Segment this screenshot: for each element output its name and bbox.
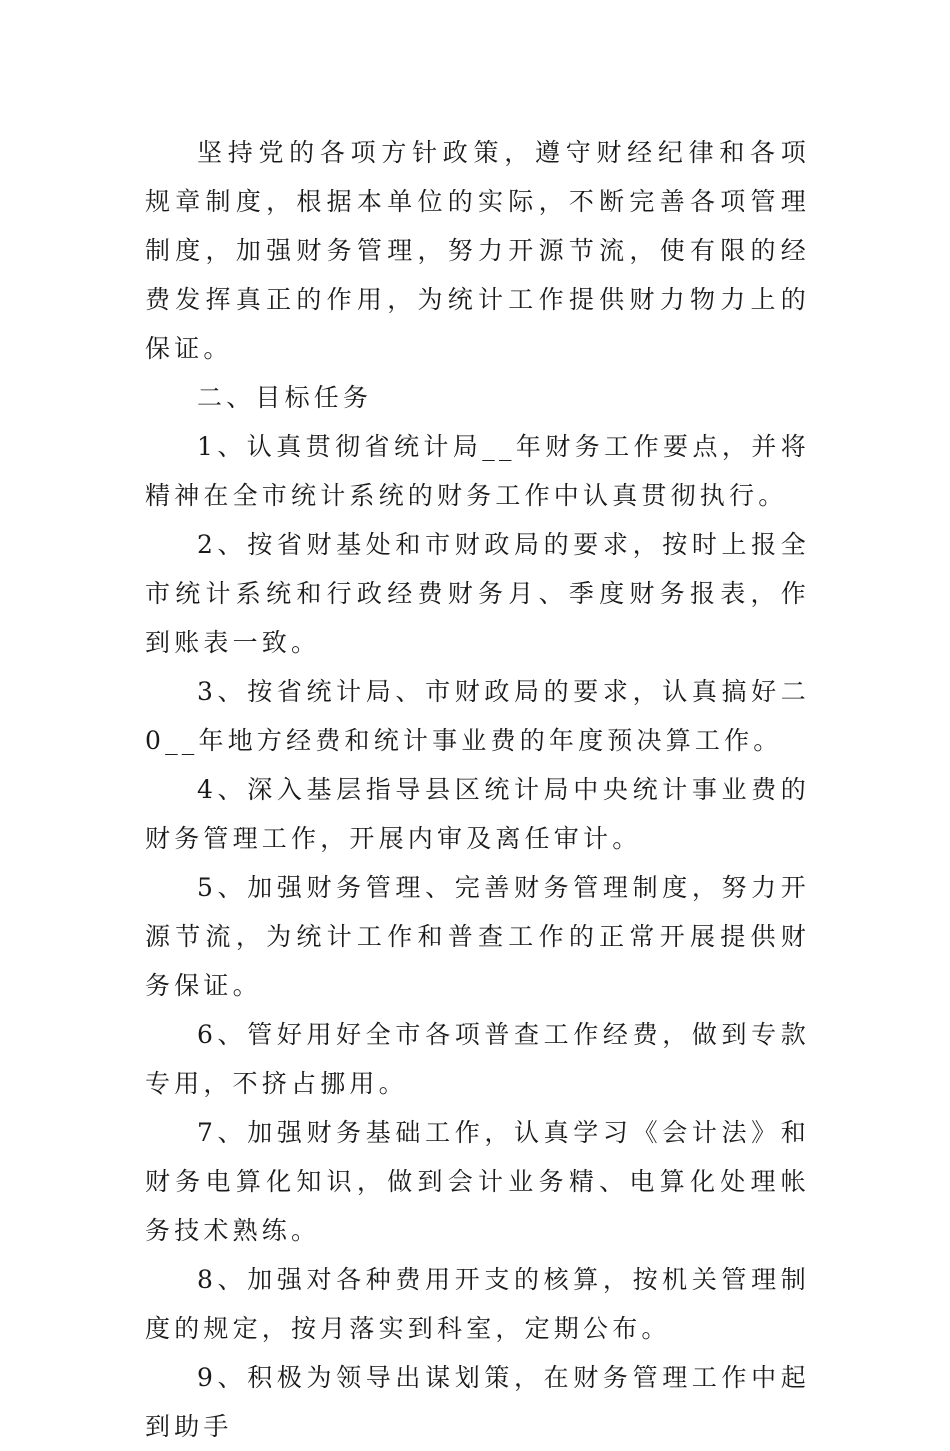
task-item-3: 3、按省统计局、市财政局的要求，认真搞好二0__年地方经费和统计事业费的年度预决算工作。 <box>145 677 810 755</box>
task-item-4: 4、深入基层指导县区统计局中央统计事业费的财务管理工作，开展内审及离任审计。 <box>145 775 810 853</box>
task-item-5: 5、加强财务管理、完善财务管理制度，努力开源节流，为统计工作和普查工作的正常开展提供财务保证。 <box>145 873 810 1000</box>
task-item-8: 8、加强对各种费用开支的核算，按机关管理制度的规定，按月落实到科室，定期公布。 <box>145 1265 810 1343</box>
paragraph-principles: 坚持党的各项方针政策，遵守财经纪律和各项规章制度，根据本单位的实际，不断完善各项管理制度，加强财务管理，努力开源节流，使有限的经费发挥真正的作用，为统计工作提供财力物力上的保证。 <box>145 138 810 363</box>
task-item-7: 7、加强财务基础工作，认真学习《会计法》和财务电算化知识，做到会计业务精、电算化处理帐务技术熟练。 <box>145 1118 810 1245</box>
section-heading-goals: 二、目标任务 <box>197 383 373 412</box>
document-body <box>145 128 810 1451</box>
task-item-2: 2、按省财基处和市财政局的要求，按时上报全市统计系统和行政经费财务月、季度财务报表，作到账表一致。 <box>145 530 810 657</box>
task-item-6: 6、管好用好全市各项普查工作经费，做到专款专用，不挤占挪用。 <box>145 1020 810 1098</box>
task-item-1: 1、认真贯彻省统计局__年财务工作要点，并将精神在全市统计系统的财务工作中认真贯彻执行。 <box>145 432 810 510</box>
task-item-9: 9、积极为领导出谋划策，在财务管理工作中起到助手 <box>145 1363 810 1441</box>
